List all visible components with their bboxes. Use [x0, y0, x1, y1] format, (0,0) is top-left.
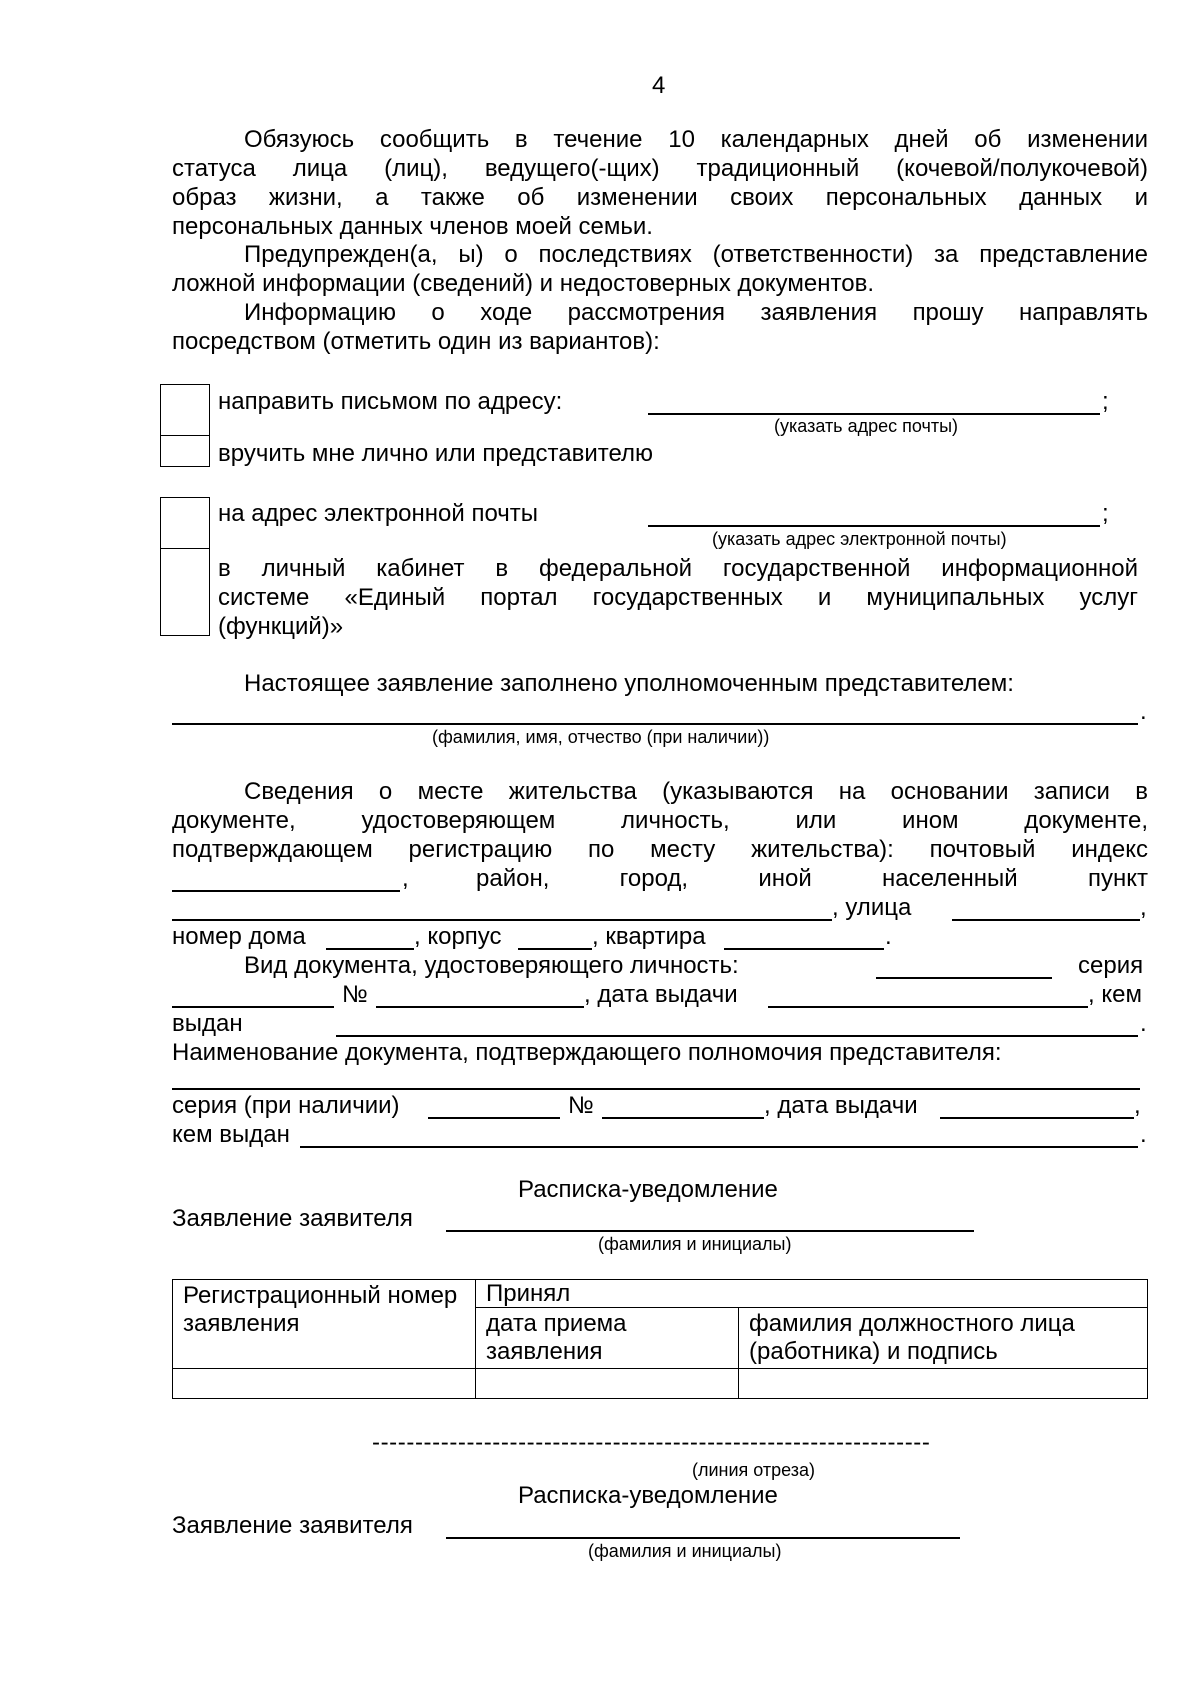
authority-series-label: серия (при наличии) — [172, 1092, 400, 1119]
representative-period: . — [1140, 698, 1147, 725]
reg-number-cell[interactable] — [173, 1369, 476, 1399]
house-label: номер дома — [172, 923, 306, 950]
authority-issued-period: . — [1140, 1121, 1147, 1148]
id-date-label: , дата выдачи — [584, 981, 738, 1008]
authority-name-line[interactable] — [172, 1088, 1140, 1090]
street-label: , улица — [832, 894, 912, 921]
id-issuer-line[interactable] — [336, 1035, 1138, 1037]
email-hint: (указать адрес электронной почты) — [712, 529, 1007, 549]
receipt1-name-line[interactable] — [446, 1230, 974, 1232]
street-comma: , — [1140, 894, 1147, 921]
para1-line2: статуса лица (лиц), ведущего(-щих) традиционный (кочевой/полукочевой) — [172, 155, 1148, 182]
receipt2-hint: (фамилия и инициалы) — [588, 1541, 782, 1561]
id-date-line[interactable] — [768, 1006, 1088, 1008]
representative-hint: (фамилия, имя, отчество (при наличии)) — [432, 727, 770, 747]
page-number: 4 — [652, 72, 666, 99]
korpus-label: , корпус — [414, 923, 502, 950]
email-address-line[interactable] — [648, 525, 1100, 527]
para2-line2: ложной информации (сведений) и недостоверных документов. — [172, 270, 874, 297]
id-doc-type-line[interactable] — [876, 977, 1052, 979]
mail-semicolon: ; — [1102, 388, 1109, 415]
authority-issued-label: кем выдан — [172, 1121, 290, 1148]
para3-line1: Информацию о ходе рассмотрения заявления прошу направлять — [244, 299, 1148, 326]
checkbox-portal[interactable] — [160, 548, 210, 636]
accepted-header: Принял — [476, 1280, 1148, 1308]
id-issued-by-label: , кем — [1088, 981, 1142, 1008]
cut-line-label: (линия отреза) — [692, 1460, 816, 1480]
authority-date-line[interactable] — [940, 1117, 1134, 1119]
receipt2-name-line[interactable] — [446, 1537, 960, 1539]
id-series-line[interactable] — [172, 1006, 334, 1008]
residence-line3: подтверждающем регистрацию по месту жительства): почтовый индекс — [172, 836, 1148, 863]
postal-index-comma: , — [402, 865, 409, 892]
id-series-label: серия — [1078, 952, 1144, 979]
house-line[interactable] — [326, 948, 414, 950]
reg-number-header: Регистрационный номер заявления — [173, 1280, 476, 1369]
para3-line2: посредством (отметить один из вариантов): — [172, 328, 660, 355]
email-semicolon: ; — [1102, 500, 1109, 527]
id-issued-label: выдан — [172, 1010, 243, 1037]
locality-line[interactable] — [172, 919, 832, 921]
receipt1-label: Заявление заявителя — [172, 1205, 413, 1232]
option-mail-label: направить письмом по адресу: — [218, 388, 563, 415]
representative-name-line[interactable] — [172, 723, 1138, 725]
authority-number-line[interactable] — [602, 1117, 764, 1119]
option-portal-line3: (функций)» — [218, 613, 344, 640]
para1-line4: персональных данных членов моей семьи. — [172, 213, 653, 240]
authority-issuer-line[interactable] — [300, 1146, 1138, 1148]
id-issued-period: . — [1140, 1010, 1147, 1037]
cut-line: ----------------------------------------------------------------- — [372, 1429, 931, 1456]
option-personal-label: вручить мне лично или представителю — [218, 440, 654, 467]
authority-series-line[interactable] — [428, 1117, 560, 1119]
residence-line1: Сведения о месте жительства (указываются на основании записи в — [244, 778, 1148, 805]
id-number-line[interactable] — [376, 1006, 584, 1008]
receipt1-title: Расписка-уведомление — [518, 1176, 778, 1203]
authority-number-label: № — [568, 1092, 594, 1119]
receipt1-hint: (фамилия и инициалы) — [598, 1234, 792, 1254]
para1-line3: образ жизни, а также об изменении своих персональных данных и — [172, 184, 1148, 211]
authority-date-comma: , — [1134, 1092, 1141, 1119]
flat-line[interactable] — [724, 948, 884, 950]
checkbox-mail[interactable] — [160, 384, 210, 436]
receipt2-label: Заявление заявителя — [172, 1512, 413, 1539]
id-doc-label: Вид документа, удостоверяющего личность: — [244, 952, 739, 979]
id-number-label: № — [342, 981, 368, 1008]
representative-heading: Настоящее заявление заполнено уполномоченным представителем: — [244, 670, 1014, 697]
registration-table — [172, 1279, 1148, 1399]
option-portal-line1: в личный кабинет в федеральной государственной информационной — [218, 555, 1138, 582]
residence-line4-rest: район, город, иной населенный пункт — [476, 865, 1148, 892]
authority-heading: Наименование документа, подтверждающего полномочия представителя: — [172, 1039, 1002, 1066]
postal-index-line[interactable] — [172, 890, 400, 892]
flat-label: , квартира — [592, 923, 706, 950]
accept-date-header: дата приема заявления — [476, 1308, 739, 1369]
para2-line1: Предупрежден(а, ы) о последствиях (ответственности) за представление — [244, 241, 1148, 268]
checkbox-email[interactable] — [160, 497, 210, 549]
street-line[interactable] — [952, 919, 1140, 921]
korpus-line[interactable] — [518, 948, 592, 950]
official-cell[interactable] — [739, 1369, 1148, 1399]
checkbox-personal[interactable] — [160, 435, 210, 467]
option-portal-line2: системе «Единый портал государственных и муниципальных услуг — [218, 584, 1138, 611]
para1-line1: Обязуюсь сообщить в течение 10 календарных дней об изменении — [244, 126, 1148, 153]
accept-date-cell[interactable] — [476, 1369, 739, 1399]
receipt2-title: Расписка-уведомление — [518, 1482, 778, 1509]
official-header: фамилия должностного лица (работника) и подпись — [739, 1308, 1148, 1369]
authority-date-label: , дата выдачи — [764, 1092, 918, 1119]
option-email-label: на адрес электронной почты — [218, 500, 539, 527]
residence-line2: документе, удостоверяющем личность, или ином документе, — [172, 807, 1148, 834]
mail-address-line[interactable] — [648, 413, 1100, 415]
flat-period: . — [885, 923, 892, 950]
mail-hint: (указать адрес почты) — [774, 416, 959, 436]
